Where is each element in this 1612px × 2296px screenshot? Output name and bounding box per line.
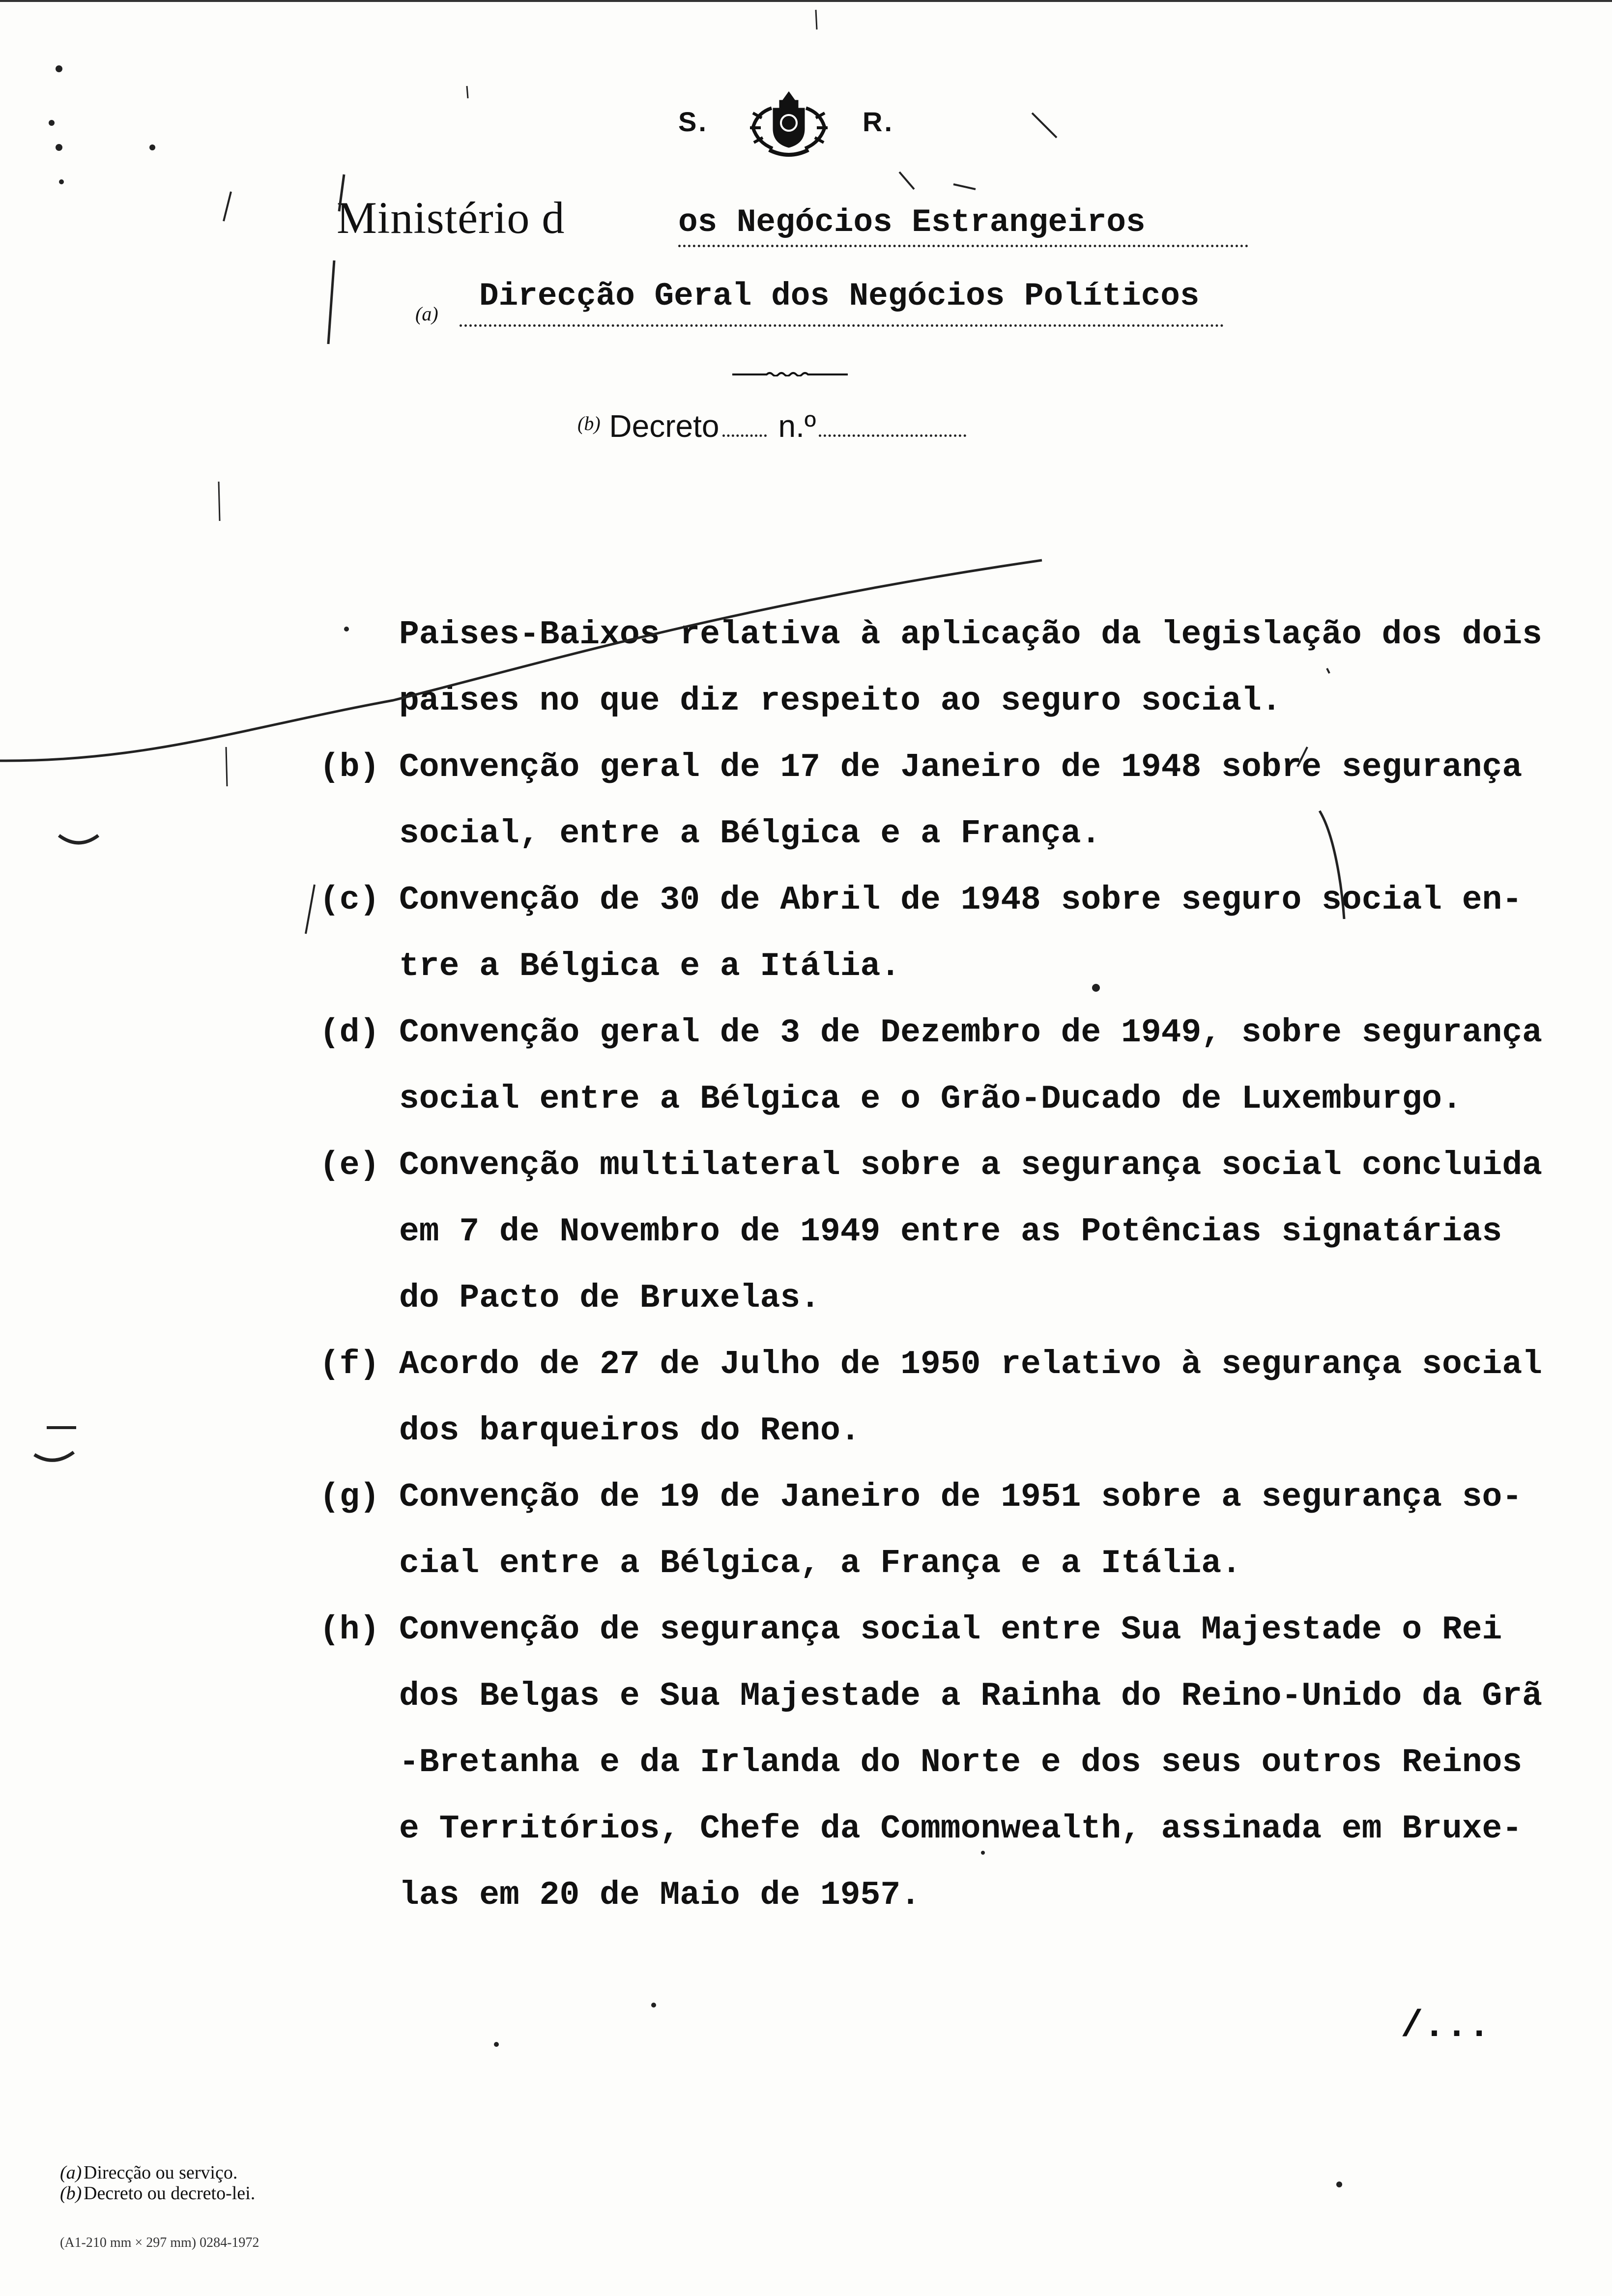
- item-label: (e): [319, 1147, 380, 1184]
- decree-label: Decreto: [609, 408, 720, 444]
- item-label: (c): [319, 881, 380, 919]
- decree-number-label: n.º: [778, 408, 816, 444]
- item-line: social entre a Bélgica e o Grão-Ducado de Luxemburgo.: [399, 1080, 1462, 1118]
- item-line: Convenção geral de 3 de Dezembro de 1949, sobre segurança: [399, 1014, 1542, 1052]
- item-line: em 7 de Novembro de 1949 entre as Potências signatárias: [399, 1213, 1502, 1251]
- direction-marker: (a): [415, 303, 438, 325]
- item-line: e Territórios, Chefe da Commonwealth, assinada em Bruxe-: [399, 1810, 1523, 1848]
- footnote-marker: (a): [60, 2162, 82, 2183]
- form-code: (A1-210 mm × 297 mm) 0284-1972: [60, 2235, 259, 2250]
- ministry-label: Ministério d: [337, 193, 565, 243]
- direction-dotted-line: [460, 324, 1224, 327]
- footnote: [60, 2162, 255, 2183]
- decree-number-dotted-line: [819, 434, 966, 437]
- item-label: (f): [319, 1346, 380, 1383]
- decree-dotted-line: [722, 434, 767, 437]
- direction-name: Direcção Geral dos Negócios Políticos: [479, 278, 1200, 315]
- intro-line: paises no que diz respeito ao seguro social.: [399, 682, 1282, 720]
- item-label: (b): [319, 748, 380, 786]
- footnote: [60, 2183, 255, 2204]
- item-line: tre a Bélgica e a Itália.: [399, 947, 901, 985]
- item-line: las em 20 de Maio de 1957.: [399, 1876, 921, 1914]
- item-line: Convenção de segurança social entre Sua Majestade o Rei: [399, 1611, 1502, 1649]
- footnote-marker: (b): [60, 2183, 82, 2204]
- item-line: -Bretanha e da Irlanda do Norte e dos seus outros Reinos: [399, 1744, 1523, 1781]
- coat-of-arms-icon: [742, 88, 835, 162]
- decree-line: [577, 408, 966, 444]
- item-line: social, entre a Bélgica e a França.: [399, 815, 1101, 853]
- item-label: (d): [319, 1014, 380, 1052]
- item-line: Convenção multilateral sobre a segurança social concluida: [399, 1147, 1542, 1184]
- intro-line: Paises-Baixos relativa à aplicação da legislação dos dois: [399, 616, 1542, 654]
- item-label: (g): [319, 1478, 380, 1516]
- item-line: do Pacto de Bruxelas.: [399, 1279, 820, 1317]
- item-line: dos Belgas e Sua Majestade a Rainha do Reino-Unido da Grã: [399, 1677, 1542, 1715]
- footnote-text: Decreto ou decreto-lei.: [84, 2183, 256, 2204]
- continuation-mark: /...: [1401, 2005, 1491, 2047]
- item-line: Convenção de 19 de Janeiro de 1951 sobre a segurança so-: [399, 1478, 1523, 1516]
- item-line: Convenção geral de 17 de Janeiro de 1948 sobre segurança: [399, 748, 1523, 786]
- item-line: Convenção de 30 de Abril de 1948 sobre seguro social en-: [399, 881, 1523, 919]
- footnote-text: Direcção ou serviço.: [84, 2162, 238, 2183]
- top-edge-line: [0, 0, 1612, 2]
- item-label: (h): [319, 1611, 380, 1649]
- item-line: Acordo de 27 de Julho de 1950 relativo à segurança social: [399, 1346, 1542, 1383]
- wavy-divider: [732, 370, 848, 376]
- decree-marker: (b): [577, 412, 601, 434]
- letterhead-initial-r: R.: [863, 106, 894, 137]
- letterhead-initial-s: S.: [678, 106, 708, 137]
- item-line: cial entre a Bélgica, a França e a Itália.: [399, 1545, 1241, 1582]
- item-line: dos barqueiros do Reno.: [399, 1412, 861, 1450]
- ministry-name: os Negócios Estrangeiros: [678, 204, 1146, 241]
- ministry-dotted-line: [678, 245, 1248, 247]
- footnotes: [60, 2162, 255, 2204]
